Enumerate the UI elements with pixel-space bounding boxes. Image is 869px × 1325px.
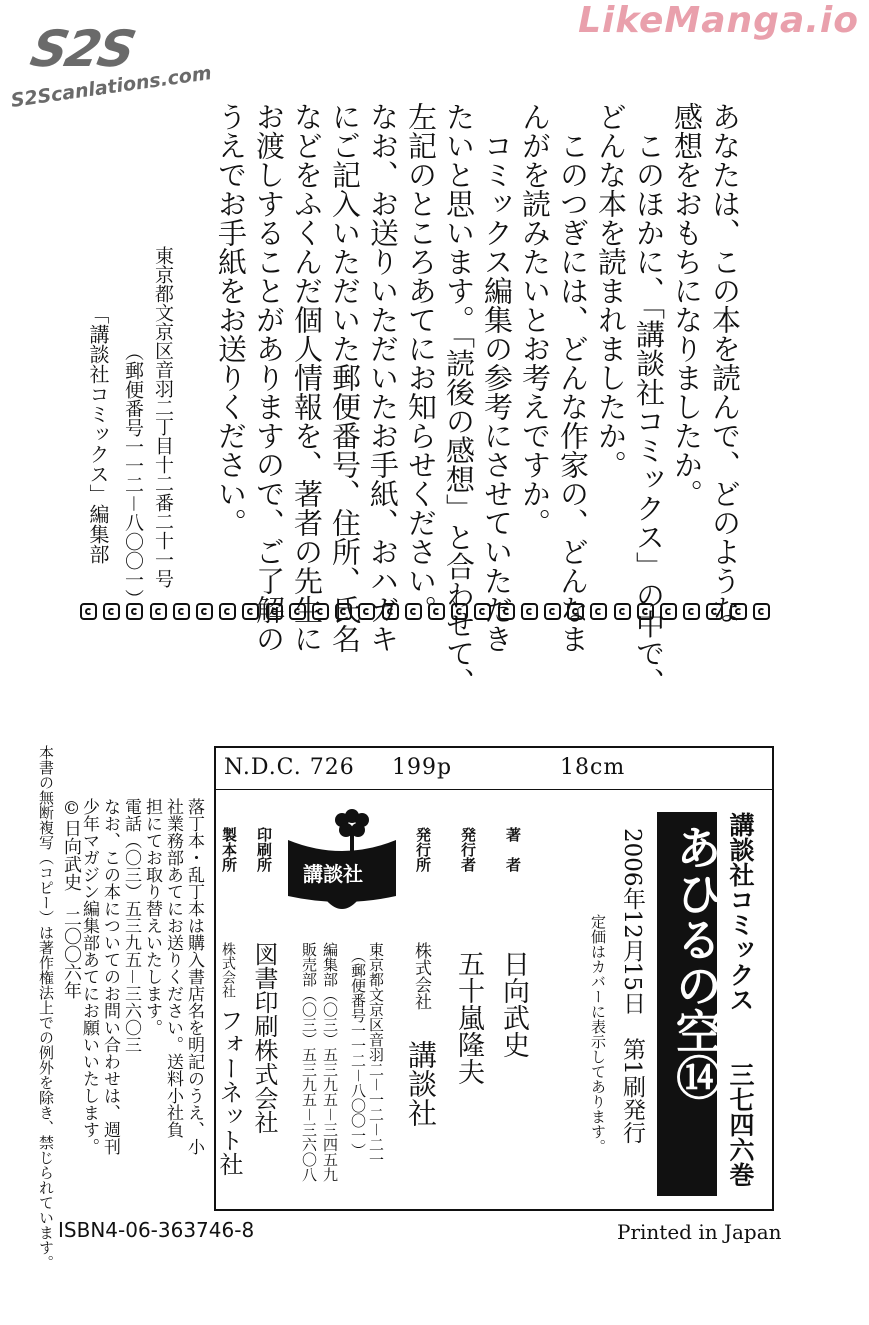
ornament-glyph-icon bbox=[614, 603, 631, 620]
letter-line: 感想をおもちになりましたか。 bbox=[670, 102, 704, 508]
publisher-address: 東京都文京区音羽二－一二－二一 bbox=[367, 942, 385, 1168]
ndc-code: N.D.C. 726 bbox=[224, 755, 355, 780]
printer-name: 図書印刷株式会社 bbox=[250, 942, 278, 1134]
author-label: 著 者 bbox=[504, 827, 522, 872]
legal-notice: 本書の無断複写（コピー）は著作権法上での例外を除き、禁じられています。 bbox=[37, 745, 55, 1270]
notes-line: 少年マガジン編集部あてにお願いいたします。 bbox=[79, 798, 99, 1155]
letter-line: うえでお手紙をお送りください。 bbox=[214, 102, 248, 537]
letter-line: コミックス編集の参考にさせていただき bbox=[480, 131, 514, 653]
letter-line: あなたは、この本を読んで、どのような bbox=[708, 102, 742, 624]
letter-line: んがを読みたいとお考えですか。 bbox=[518, 102, 552, 537]
publisher-person-label: 発行者 bbox=[459, 827, 477, 872]
ornament-glyph-icon bbox=[683, 603, 700, 620]
ornament-glyph-icon bbox=[103, 603, 120, 620]
publisher-label: 発行所 bbox=[414, 827, 432, 872]
ornament-glyph-icon bbox=[289, 603, 306, 620]
ornament-glyph-icon bbox=[80, 603, 97, 620]
ornament-glyph-icon bbox=[544, 603, 561, 620]
watermark-logo: S2S bbox=[25, 20, 139, 78]
ornament-glyph-icon bbox=[730, 603, 747, 620]
letter-line: などをふくんだ個人情報を、著者の先生に bbox=[290, 102, 324, 653]
publish-date: 2006年12月15日 第1刷発行 bbox=[619, 828, 645, 1144]
ornament-glyph-icon bbox=[753, 603, 770, 620]
price-note: 定価はカバーに表示してあります。 bbox=[589, 914, 607, 1154]
title-band bbox=[657, 812, 723, 1196]
ornament-glyph-icon bbox=[567, 603, 584, 620]
notes-line: なお、この本についてのお問い合わせは、週刊 bbox=[100, 798, 120, 1155]
ornament-glyph-icon bbox=[706, 603, 723, 620]
author-name: 日向武史 bbox=[498, 950, 529, 1058]
letter-line: このつぎには、どんな作家の、どんなま bbox=[556, 131, 590, 653]
ornament-glyph-icon bbox=[358, 603, 375, 620]
printed-in: Printed in Japan bbox=[617, 1220, 782, 1244]
printer-label: 印刷所 bbox=[255, 827, 273, 872]
book-title: あひるの空⑭ bbox=[669, 824, 723, 1100]
publisher-person: 五十嵐隆夫 bbox=[453, 950, 484, 1085]
ornament-glyph-icon bbox=[126, 603, 143, 620]
ornament-glyph-icon bbox=[173, 603, 190, 620]
ornament-glyph-icon bbox=[335, 603, 352, 620]
notes-line: 社業務部あてにお送りください。送料小社負 bbox=[163, 798, 183, 1138]
ornament-divider bbox=[80, 603, 770, 625]
letter-line: 左記のところあてにお知らせください。 bbox=[404, 102, 438, 624]
publisher-prefix: 株式会社 bbox=[411, 942, 431, 1010]
ornament-glyph-icon bbox=[660, 603, 677, 620]
sales-phone: 販売部（〇三）五三九五－三六〇八 bbox=[300, 942, 318, 1183]
letter-line: にご記入いただいた郵便番号、住所、氏名 bbox=[328, 102, 362, 653]
copyright: ©日向武史 二〇〇六年 bbox=[61, 798, 82, 999]
likemanga-watermark: LikeManga.io bbox=[578, 0, 859, 41]
ornament-glyph-icon bbox=[405, 603, 422, 620]
ornament-glyph-icon bbox=[266, 603, 283, 620]
ornament-glyph-icon bbox=[451, 603, 468, 620]
ornament-glyph-icon bbox=[242, 603, 259, 620]
binder-label: 製本所 bbox=[220, 827, 238, 872]
publisher-postal: （郵便番号一一二－八〇〇一） bbox=[349, 948, 367, 1159]
ornament-glyph-icon bbox=[498, 603, 515, 620]
ornament-glyph-icon bbox=[312, 603, 329, 620]
ndc-divider bbox=[214, 789, 774, 790]
s2s-watermark bbox=[9, 14, 213, 112]
letter-postal: （郵便番号一一二－八〇〇一） bbox=[122, 342, 144, 609]
letter-line: このほかに、「講談社コミックス」の中で、 bbox=[632, 131, 666, 697]
binder-name: フォーネット社 bbox=[215, 1008, 243, 1176]
letter-line: なお、お送りいただいたお手紙、おハガキ bbox=[366, 102, 400, 653]
publisher-name: 講談社 bbox=[404, 1040, 438, 1127]
binder-prefix: 株式会社 bbox=[220, 942, 236, 998]
logo-text: 講談社 bbox=[303, 862, 363, 886]
ornament-glyph-icon bbox=[382, 603, 399, 620]
ornament-glyph-icon bbox=[219, 603, 236, 620]
editorial-phone: 編集部（〇三）五三九五－三四五九 bbox=[321, 942, 339, 1183]
letter-line: たいと思います。「読後の感想」と合わせて、 bbox=[442, 102, 476, 697]
watermark-site: S2Scanlations.com bbox=[9, 62, 213, 112]
ornament-glyph-icon bbox=[521, 603, 538, 620]
page-count: 199p bbox=[392, 755, 453, 780]
ornament-glyph-icon bbox=[150, 603, 167, 620]
notes-line: 電話（〇三）五三九五－三六〇三 bbox=[121, 798, 141, 1053]
ornament-glyph-icon bbox=[196, 603, 213, 620]
book-size: 18cm bbox=[560, 755, 626, 780]
ornament-glyph-icon bbox=[637, 603, 654, 620]
series-name: 講談社コミックス bbox=[726, 812, 755, 1012]
letter-line: どんな本を読まれましたか。 bbox=[594, 102, 628, 479]
ornament-glyph-icon bbox=[474, 603, 491, 620]
notes-line: 担にてお取り替えいたします。 bbox=[142, 798, 162, 1036]
letter-address: 東京都文京区音羽二丁目十二番二十一号 bbox=[152, 246, 174, 588]
letter-line: お渡しすることがありますので、ご了解の bbox=[252, 102, 286, 653]
ornament-glyph-icon bbox=[428, 603, 445, 620]
letter-dept: 「講談社コミックス」編集部 bbox=[86, 304, 110, 564]
ornament-glyph-icon bbox=[590, 603, 607, 620]
volume-number: 三七四六巻 bbox=[726, 1062, 755, 1187]
isbn: ISBN4-06-363746-8 bbox=[58, 1218, 255, 1242]
notes-line: 落丁本・乱丁本は購入書店名を明記のうえ、小 bbox=[184, 798, 204, 1155]
